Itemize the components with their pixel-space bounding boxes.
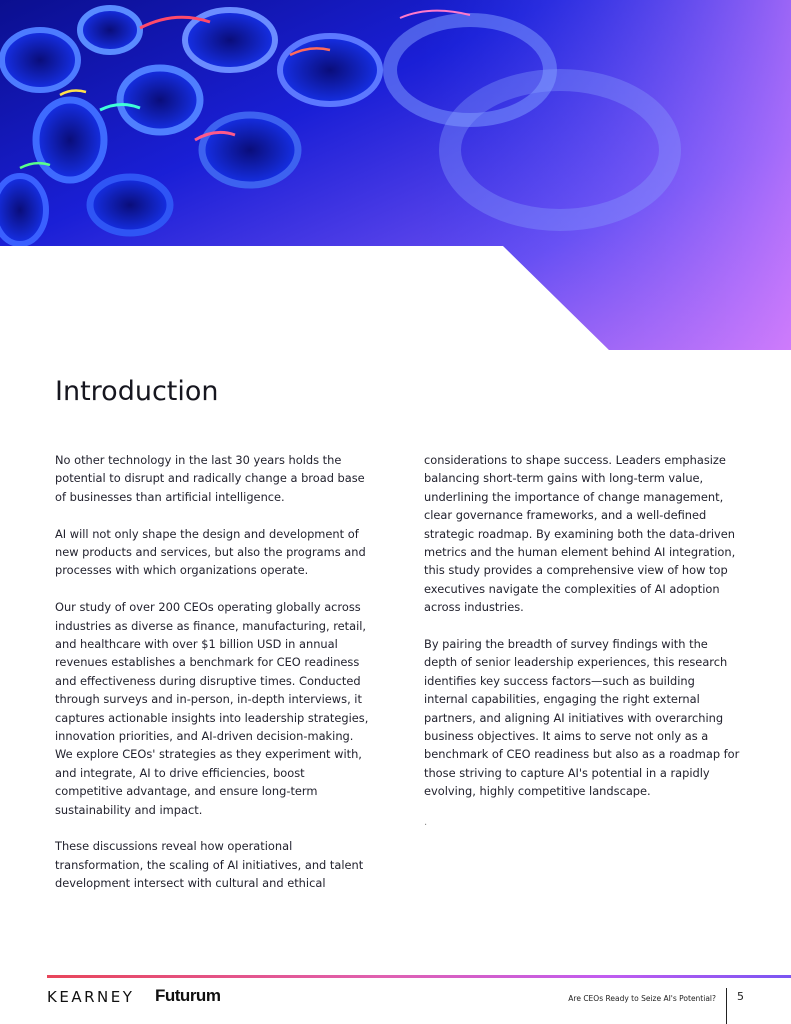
page-title: Introduction [55, 376, 219, 407]
paragraph: considerations to shape success. Leaders emphasize balancing short-term gains with long-term value, underlining the importance of change management, clear governance frameworks, and a well-defined strategic roadmap. By examining both the data-driven metrics and the human element behind AI integration, this study provides a comprehensive view of how top executives navigate the complexities of AI adoption across industries. [424, 453, 736, 615]
paragraph: These discussions reveal how operational transformation, the scaling of AI initiatives, and talent development intersect with cultural and ethical [55, 839, 364, 891]
paragraph: No other technology in the last 30 years holds the potential to disrupt and radically change a broad base of businesses than artificial intelligence. [55, 453, 365, 504]
paragraph: AI will not only shape the design and development of new products and services, but also the programs and processes with which organizations operate. [55, 526, 366, 578]
paragraph: By pairing the breadth of survey findings with the depth of senior leadership experiences, this research identifies key success factors—such as building internal capabilities, engaging the right external partners, and aligning AI initiatives with overarching business objectives. It aims to serve not only as a benchmark of CEO readiness but also as a roadmap for those striving to capture AI's potential in a rapidly evolving, highly competitive landscape. [424, 637, 740, 799]
hero-image [0, 0, 791, 352]
footer-divider [726, 988, 727, 1024]
paragraph: Our study of over 200 CEOs operating globally across industries as diverse as finance, manufacturing, retail, and healthcare with over $1 billion USD in annual revenues establishes a benchmark for CEO readiness and effectiveness during disruptive times. Conducted through surveys and in-person, in-depth interviews, it captures actionable insights into leadership strategies, innovation priorities, and AI-driven decision-making. We explore CEOs' strategies as they experiment with, and integrate, AI to drive efficiencies, boost competitive advantage, and ensure long-term sustainability and impact. [55, 600, 369, 817]
stray-mark: . [424, 817, 428, 828]
page-number: 5 [737, 990, 744, 1003]
text-column-right [424, 451, 742, 819]
footer-gradient-rule [47, 975, 791, 978]
hero-lattice-graphic [0, 0, 791, 352]
text-column-left [55, 451, 373, 911]
footer-caption: Are CEOs Ready to Seize AI's Potential? [568, 994, 716, 1003]
kearney-logo: KEARNEY [47, 988, 135, 1006]
futurum-logo: Futurum [155, 986, 221, 1005]
